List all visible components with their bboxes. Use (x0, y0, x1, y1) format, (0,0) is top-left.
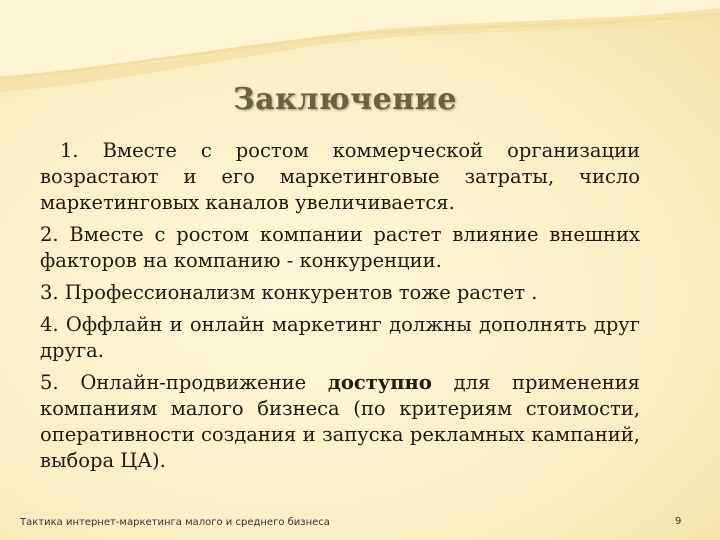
item-text-emphasis: доступно (327, 371, 432, 394)
slide-title: Заключение (233, 82, 457, 117)
item-text-start: 5. Онлайн-продвижение (40, 371, 307, 394)
list-item: 1. Вместе с ростом коммерческой организации возрастают и его маркетинговые затраты, число маркетинговых каналов увеличивается. (40, 139, 640, 214)
list-item: 2. Вместе с ростом компании растет влияние внешних факторов на компанию - конкуренции. (40, 223, 640, 272)
list-item: 4. Оффлайн и онлайн маркетинг должны дополнять друг друга. (40, 313, 640, 362)
slide-footer: Тактика интернет-маркетинга малого и среднего бизнеса (20, 517, 330, 528)
list-item: 3. Профессионализм конкурентов тоже растет . (40, 281, 538, 304)
slide-body (40, 138, 640, 480)
item-text-end: для применения компаниям малого бизнеса (по критериям стоимости, оперативности создания и запуска рекламных кампаний, выбора ЦА). (40, 371, 640, 472)
page-number: 9 (675, 516, 682, 527)
list-item (40, 370, 640, 474)
